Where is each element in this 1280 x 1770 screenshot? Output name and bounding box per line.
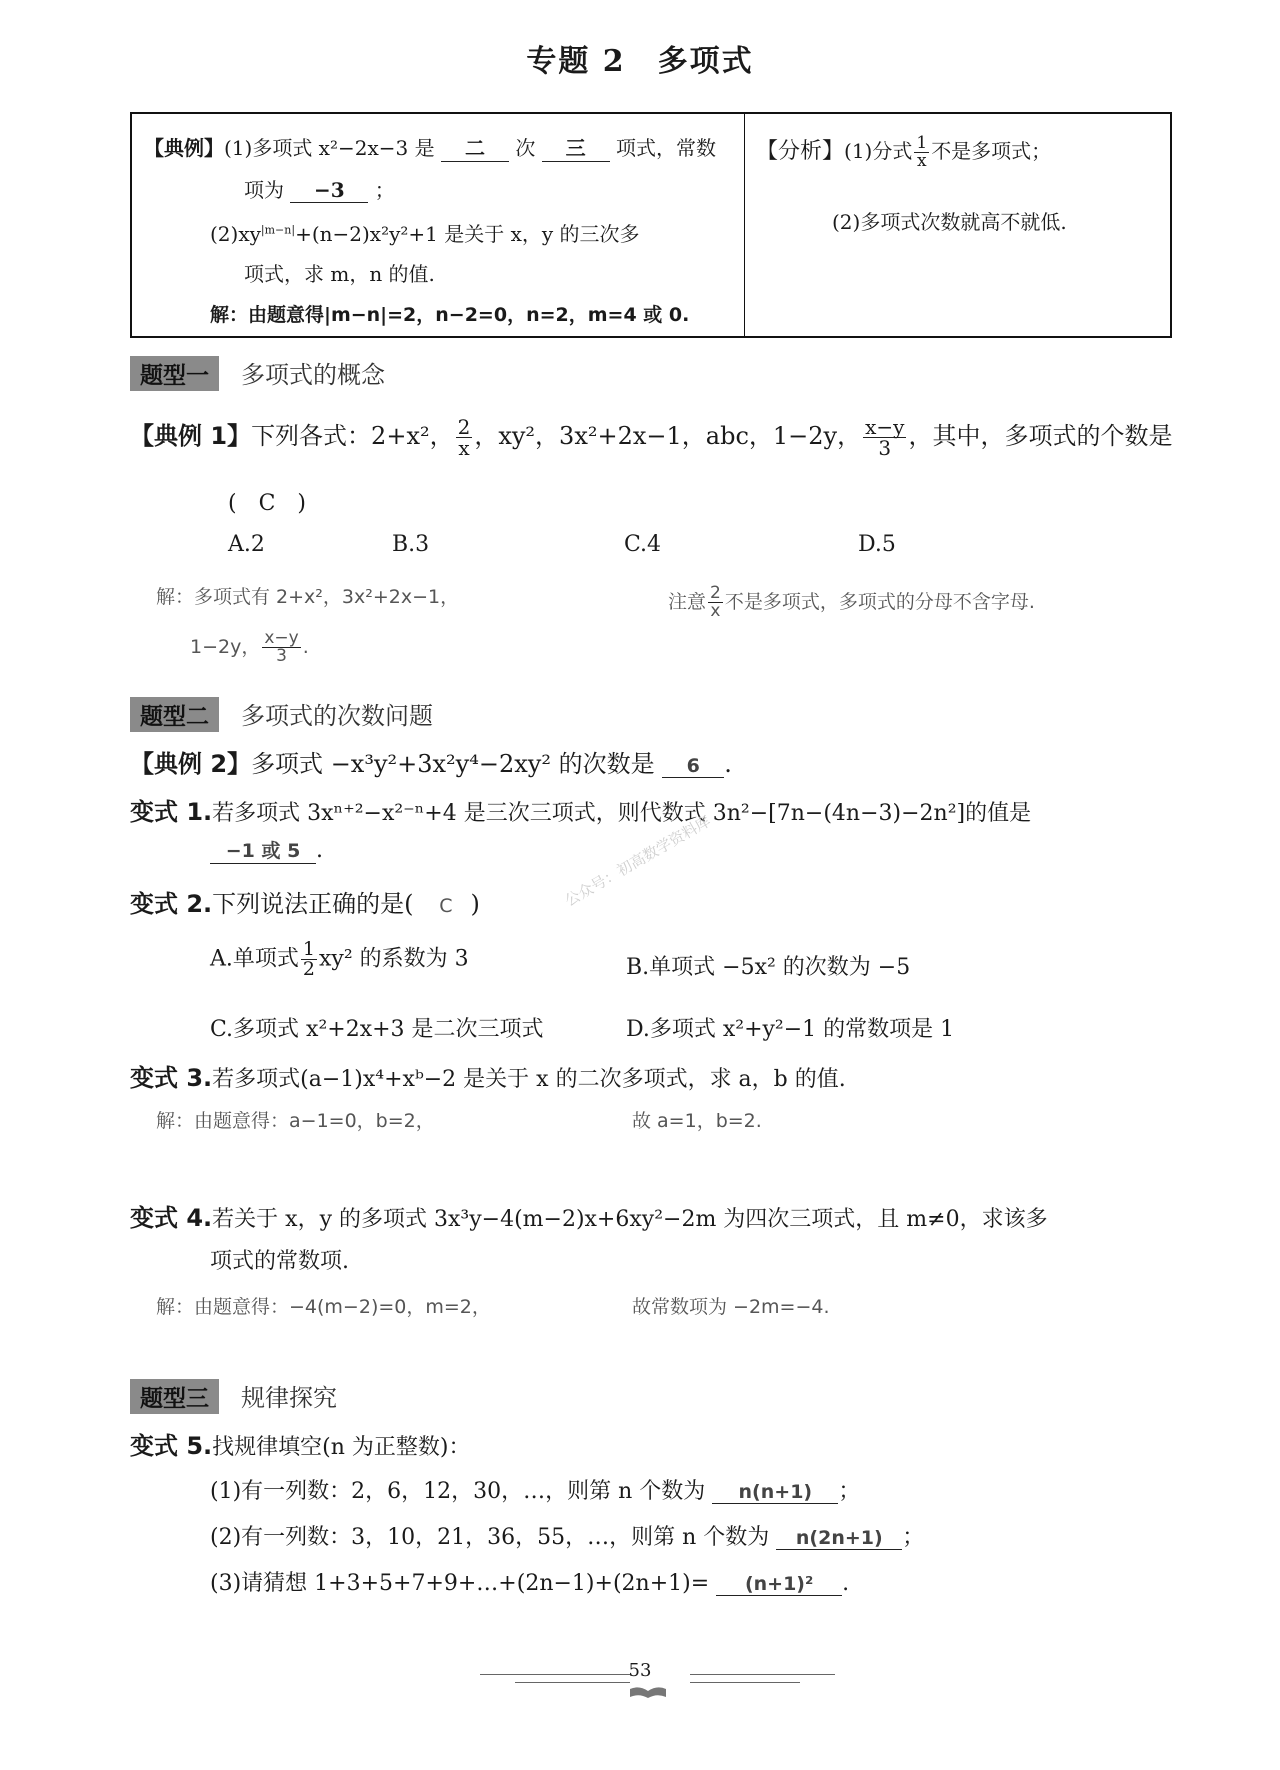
section-title: 规律探究: [241, 1384, 337, 1412]
example1-note: 注意 $\frac{2}{x}$ 不是多项式，多项式的分母不含字母.: [668, 583, 1035, 621]
section-header-2: [130, 696, 433, 732]
option-a: A.2: [228, 532, 265, 557]
variant4-solution-2: 故常数项为 −2m=−4.: [632, 1296, 830, 1318]
variant5-part-3: (3)请猜想 1+3+5+7+9+…+(2n−1)+(2n+1)= (n+1)² .: [210, 1571, 850, 1596]
variant5-part-2: (2)有一列数：3，10，21，36，55，…，则第 n 个数为 n(2n+1) ；: [210, 1525, 925, 1550]
variant2-option-c: C.多项式 x²+2x+3 是二次三项式: [210, 1017, 544, 1042]
open-book-icon: [628, 1684, 668, 1703]
variant3-solution-1: 解：由题意得：a−1=0，b=2，: [156, 1110, 435, 1132]
variant4-question-line-1: 变式 4.若关于 x，y 的多项式 3x³y−4(m−2)x+6xy²−2m 为四次三项式，且 m≠0，求该多: [130, 1204, 1048, 1232]
variant4-solution-1: 解：由题意得：−4(m−2)=0，m=2，: [156, 1296, 491, 1318]
variant1-question: 变式 1.若多项式 3xⁿ⁺²−x²⁻ⁿ+4 是三次三项式，则代数式 3n²−[7n−(4n−3)−2n²]的值是: [130, 798, 1032, 826]
fraction-one-over-x: $\frac{1}{x}$: [916, 133, 928, 171]
answer-blank-degree: 二: [441, 132, 509, 162]
analysis-line-1: 【分析】(1)分式 $\frac{1}{x}$ 不是多项式；: [756, 133, 1052, 171]
variant2-option-a: A.单项式 $\frac{1}{2}$ xy² 的系数为 3: [210, 938, 469, 980]
example1-solution-line-2: 1−2y， $\frac{x-y}{3}$ .: [190, 628, 309, 666]
analysis-line-2: (2)多项式次数就高不就低.: [832, 210, 1067, 234]
variant1-answer: −1 或 5 .: [210, 836, 323, 864]
example1-answer: ( C ): [228, 491, 306, 516]
answer-blank-terms: 三: [542, 132, 610, 162]
section-header-1: [130, 355, 385, 391]
example-box: [130, 112, 1172, 338]
footer-rule-right-top: [690, 1674, 835, 1675]
fraction-two-over-x: $\frac{2}{x}$: [457, 415, 471, 460]
section-tag: 题型一: [130, 356, 219, 391]
box-divider: [744, 114, 745, 336]
variant2-question: 变式 2.下列说法正确的是( C ): [130, 890, 480, 918]
fraction-half: $\frac{1}{2}$: [302, 938, 315, 980]
fraction-note: $\frac{2}{x}$: [710, 583, 721, 621]
section-title: 多项式的次数问题: [241, 702, 433, 730]
example-line-2: 项为 −3 ；: [244, 178, 395, 202]
section-tag: 题型二: [130, 697, 219, 732]
section-tag: 题型三: [130, 1379, 219, 1414]
page-number: 53: [628, 1660, 652, 1681]
watermark-text: 公众号：初高数学资料库: [561, 811, 714, 910]
variant3-question: 变式 3.若多项式(a−1)x⁴+xᵇ−2 是关于 x 的二次多项式，求 a，b 的值.: [130, 1064, 846, 1092]
variant4-question-line-2: 项式的常数项.: [210, 1249, 349, 1274]
example2-question: 【典例 2】多项式 −x³y²+3x²y⁴−2xy² 的次数是 6 .: [130, 750, 732, 778]
footer-rule-left-bottom: [515, 1682, 630, 1683]
answer-blank: (n+1)²: [716, 1573, 842, 1596]
fraction-x-minus-y-over-3: $\frac{x-y}{3}$: [865, 415, 905, 460]
answer-blank: n(2n+1): [776, 1527, 902, 1550]
answer-blank: 6: [662, 755, 724, 778]
option-b: B.3: [392, 532, 430, 557]
variant2-option-d: D.多项式 x²+y²−1 的常数项是 1: [626, 1017, 955, 1042]
example1-solution-line-1: 解：多项式有 2+x²，3x²+2x−1，: [156, 586, 460, 608]
answer-blank: n(n+1): [712, 1481, 838, 1504]
variant2-option-b: B.单项式 −5x² 的次数为 −5: [626, 955, 911, 980]
example-line-1: 【典例】(1)多项式 x²−2x−3 是 二 次 三 项式，常数: [144, 132, 716, 162]
example1-question: 【典例 1】下列各式：2+x²， $\frac{2}{x}$ ，xy²，3x²+2x−1，abc，1−2y， $\frac{x-y}{3}$ ，其中，多项式的个数是: [130, 415, 1173, 460]
fraction-solution: $\frac{x-y}{3}$: [264, 628, 299, 666]
option-c: C.4: [624, 532, 662, 557]
example-solution: 解：由题意得|m−n|=2，n−2=0，n=2，m=4 或 0.: [210, 304, 690, 326]
answer-blank: −1 或 5: [210, 836, 316, 864]
example-lead: 【典例】: [144, 136, 224, 160]
option-d: D.5: [858, 532, 896, 557]
answer-blank-constant: −3: [290, 178, 368, 203]
footer-rule-right-bottom: [690, 1682, 800, 1683]
page-title: 专题 2 多项式: [526, 44, 754, 79]
section-title: 多项式的概念: [241, 361, 385, 389]
footer-rule-left-top: [480, 1674, 630, 1675]
section-header-3: [130, 1378, 337, 1414]
example-line-4: 项式，求 m，n 的值.: [244, 262, 435, 286]
variant5-part-1: (1)有一列数：2，6，12，30，…，则第 n 个数为 n(n+1) ；: [210, 1479, 861, 1504]
example-line-3: $(2)xy^{|m-n|}+(n-2)x^2y^2+1$ 是关于 x，y 的三次多: [210, 222, 640, 246]
variant5-question: 变式 5.找规律填空(n 为正整数)：: [130, 1432, 471, 1460]
variant3-solution-2: 故 a=1，b=2.: [632, 1110, 762, 1132]
